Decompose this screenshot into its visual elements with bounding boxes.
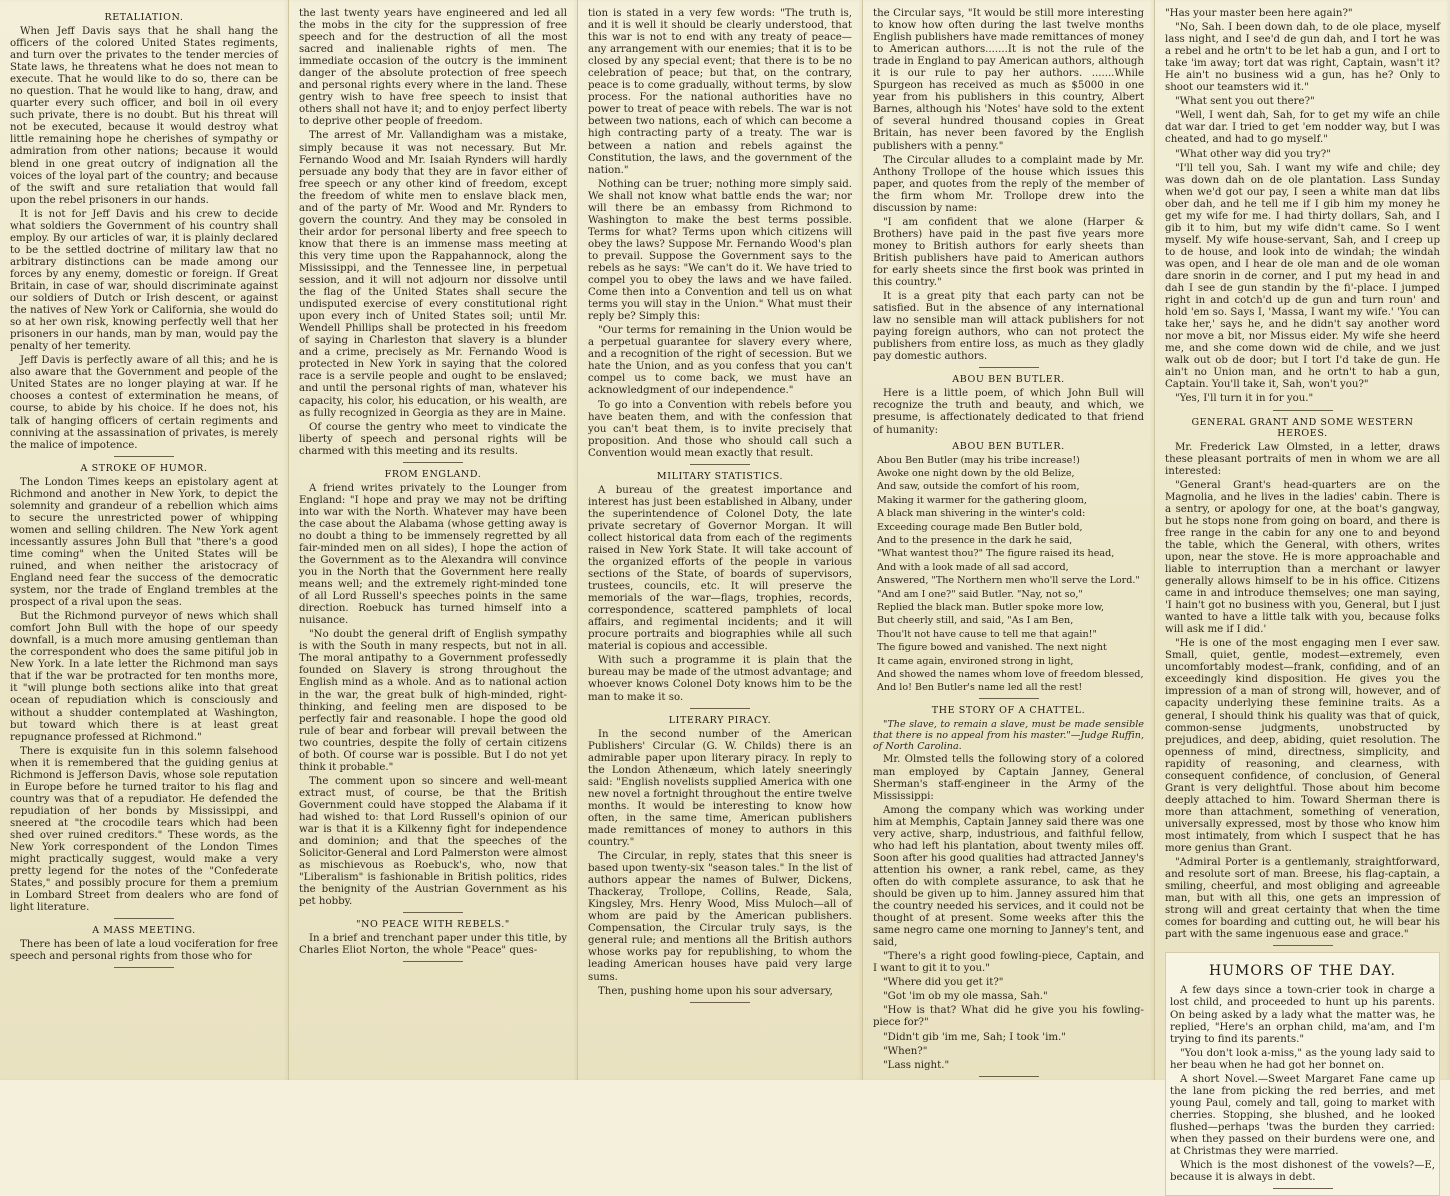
column-rule [403, 961, 463, 962]
article-paragraph: "Our terms for remaining in the Union would be a perpetual guarantee for slavery every where, and a recognition of the right of secession. But we hate the Union, and as you confess that you can't compel us to come back, we must have an acknowledgment of our independence." [588, 325, 852, 397]
column-rule [114, 456, 174, 457]
article-paragraph: Among the company which was working under him at Memphis, Captain Janney said there was one very active, sharp, industrious, and faithful fellow, who had left his plantation, about twenty miles off. Soon after his good qualities had attracted Janney's attention his owner, a rank rebel, came, as they often do with complete assurance, to ask that he should be given up to him. Janney assured him that the country needed his services, and it could not be thought of at present. Some weeks after this the same negro came one morning to Janney's tent, and said, [873, 804, 1144, 949]
article-paragraph: "Got 'im ob my ole massa, Sah." [883, 991, 1048, 1003]
article-paragraph: "No doubt the general drift of English sympathy is with the South in many respects, but not in all. The moral antipathy to a Government professedly founded on Slavery is strong throughout the English mind as a whole. And as to national action in the war, the great bulk of high-minded, right-thinking, and feeling men are disposed to be perfectly fair and reasonable. I hope the good old rule of bear and forbear will prevail between the two countries, despite the folly of certain citizens of both. Of course war is possible. But I do not yet think it probable." [299, 629, 567, 773]
article-paragraph: When Jeff Davis says that he shall hang the officers of the colored United States regiments, and turn over the privates to the tender mercies of State laws, he threatens what he does not mean to execute. That he would like to do so, there can be no question. That he would like to hang, draw, and quarter every such officer, and boil in oil every such private, there is no doubt. But his threat will not be executed, because it would destroy what little remaining hope he cherishes of sympathy or admiration from other nations; because it would blend in one great outcry of indignation all the voices of the loyal part of the country; and because of the swift and sure retaliation that would fall upon the rebel prisoners in our hands. [10, 26, 278, 206]
article-paragraph: In a brief and trenchant paper under this title, by Charles Eliot Norton, the whole "Peace" ques- [299, 933, 567, 957]
poem-line: Answered, "The Northern men who'll serve the Lord." [877, 575, 1140, 587]
column-rule [114, 967, 174, 968]
column-4 [863, 0, 1155, 1080]
article-paragraph: There is exquisite fun in this solemn falsehood when it is remembered that the guiding genius at Richmond is Jefferson Davis, whose sole reputation in Europe before he turned traitor to his flag and country was that of a repudiator. He defended the repudiation of her bonds by Mississippi, and sneered at "the crocodile tears which had been shed over ruined creditors." These words, as the New York correspondent of the London Times might practically suggest, would make a very pretty legend for the notes of the "Confederate States," and possibly procure for them a premium in Lombard Street from dealers who are fond of light literature. [10, 745, 278, 914]
column-rule [979, 698, 1039, 699]
column-rule [114, 918, 174, 919]
poem-line: And showed the names whom love of freedom blessed, [877, 669, 1144, 681]
article-headline: A STROKE OF HUMOR. [80, 462, 208, 474]
article-paragraph: The London Times keeps an epistolary agent at Richmond and another in New York, to depict the solemnity and grandeur of a rebellion which aims to secure the unrestricted power of whipping women and selling children. The New York agent incessantly assures John Bull that "there's a good time coming" when the United States will be ruined, and when neither the aristocracy of England need fear the success of the democratic system, nor the trade of England trembles at the prospect of a rival upon the seas. [10, 476, 278, 609]
poem-line: A black man shivering in the winter's cold: [877, 508, 1086, 520]
article-paragraph: "What other way did you try?" [1175, 148, 1331, 160]
article-headline: FROM ENGLAND. [384, 468, 482, 480]
article-headline: "NO PEACE WITH REBELS." [356, 919, 510, 931]
column-rule [690, 1002, 750, 1003]
poem-line: "What wantest thou?" The figure raised its head, [877, 548, 1115, 560]
poem-line: Making it warmer for the gathering gloom, [877, 494, 1087, 506]
article-paragraph: With such a programme it is plain that the bureau may be made of the utmost advantage; and whoever knows Colonel Doty knows him to be the man to make it so. [588, 655, 852, 703]
article-paragraph: "Lass night." [883, 1059, 950, 1071]
article-paragraph: In the second number of the American Publishers' Circular (G. W. Childs) there is an admirable paper upon literary piracy. In reply to the London Athenæum, which lately sneeringly said: "English novelists supplied America with one new novel a fortnight throughout the entire twelve months. It would be interesting to know how often, in the same time, American publishers made remittances of money to authors in this country." [588, 728, 852, 848]
article-paragraph: "When?" [883, 1045, 928, 1057]
article-headline: RETALIATION. [104, 12, 184, 23]
article-paragraph: "Well, I went dah, Sah, for to get my wife an chile dat war dar. I tried to get 'em nodder way, but I was cheated, and had to go myself." [1165, 110, 1440, 146]
article-paragraph: A friend writes privately to the Lounger from England: "I hope and pray we may not be drifting into war with the North. Whatever may have been the case about the Alabama (whose getting away is no doubt a thing to be immensely regretted by all fair-minded men on all sides), I hope the action of the Government as to the Alexandra will convince you in the North that the Government here really means well; and the extremely right-minded tone of all Lord Russell's speeches points in the same direction. Roebuck has turned himself into a nuisance. [299, 482, 567, 627]
article-headline: MILITARY STATISTICS. [656, 470, 784, 482]
article-paragraph: But the Richmond purveyor of news which shall comfort John Bull with the hope of our speedy downfall, is a much more amusing gentleman than the correspondent who does the same pitiful job in New York. In a late letter the Richmond man says that if the war be protracted for ten months more, it "will plunge both sections alike into that great ocean of repudiation which is consciously and without a shudder contemplated at Washington, but toward which there is at least great repugnance professed at Richmond." [10, 611, 278, 743]
article-paragraph: Then, pushing home upon his sour adversary, [598, 985, 833, 997]
article-paragraph: "Admiral Porter is a gentlemanly, straightforward, and resolute sort of man. Breese, his flag-captain, a smiling, cheerful, and most obliging and agreeable man, but with all this, one gets an impression of strong will and great certainty that when the time comes for boarding and cutting out, he will bear his part with the same ingenuous ease and grace." [1165, 857, 1440, 941]
article-paragraph: "What sent you out there?" [1175, 96, 1315, 108]
article-paragraph: It is a great pity that each party can not be satisfied. But in the absence of any international law no sensible man will attack publishers for not paying foreign authors, who can not protect the publishers from entire loss, as much as they gladly pay domestic authors. [873, 291, 1144, 363]
poem-line: Abou Ben Butler (may his tribe increase!) [877, 454, 1080, 466]
article [10, 12, 278, 457]
article-paragraph: The comment upon so sincere and well-meant extract must, of course, be that the British Government could have stopped the Alabama if it had wished to: that Lord Russell's opinion of our war is that it is a Kilkenny fight for independence and dominion; and that the speeches of the Solicitor-General and Lord Palmerston were almost as mischievous as Roebuck's, who, now that "Liberalism" is fashionable in British politics, rides the benignity of the Austrian Government as his pet hobby. [299, 775, 567, 908]
column-3 [578, 0, 863, 1080]
article-paragraph: Here is a little poem, of which John Bull will recognize the truth and beauty, and which, we presume, is affectionately dedicated to that friend of humanity: [873, 388, 1144, 436]
article-paragraph: Mr. Frederick Law Olmsted, in a letter, draws these pleasant portraits of men in whom we are all interested: [1165, 441, 1440, 477]
article-paragraph: A short Novel.—Sweet Margaret Fane came up the lane from picking the red berries, and met young Paul, comely and tall, going to market with cherries. Stopping, she blushed, and he looked flushed—perhaps 'twas the burden they carried: when they passed on their burdens were one, and at Christmas they were married. [1170, 1073, 1435, 1158]
poem-line: And lo! Ben Butler's name led all the rest! [877, 682, 1083, 694]
article-headline: GENERAL GRANT AND SOME WESTERN HEROES. [1191, 416, 1414, 439]
article [10, 463, 278, 920]
article-paragraph: "How is that? What did he give you his fowling-piece for?" [873, 1005, 1144, 1029]
article [299, 8, 567, 463]
article-paragraph: the Circular says, "It would be still more interesting to know how often during the last twelve months English publishers have made remittances of money to American authors.......It is not the rule of the trade in England to pay American authors, although it is our rule to pay her authors. .......While Spurgeon has received as much as $5000 in one year from his publishers in this country, Albert Barnes, although his 'Notes' have sold to the extent of several hundred thousand copies in Great Britain, has never been favored by the English publishers with a penny." [873, 8, 1144, 152]
article-paragraph: "No, Sah. I been down dah, to de ole place, myself lass night, and I see'd de gun dah, and I tort he was a rebel and he ortn't to be let hab a gun, and I ort to take 'im away; tort dat was right, Captain, wasn't it? He ain't no business wid a gun, has he? Only to shoot our teamsters wid it." [1165, 22, 1440, 94]
article-headline: THE STORY OF A CHATTEL. [931, 704, 1086, 716]
article-paragraph: "There's a right good fowling-piece, Captain, and I want to git it to you." [873, 951, 1144, 975]
article-paragraph: "Didn't gib 'im me, Sah; I took 'im." [883, 1031, 1066, 1043]
article-paragraph: "General Grant's head-quarters are on the Magnolia, and he lives in the ladies' cabin. There is a sentry, or apology for one, at the boat's gangway, but he stops none from going on board, and there is free range in the cabin for any one to and beyond the table, which the General, with others, writes upon, near the stove. He is more approachable and liable to interruption than a merchant or lawyer generally allows himself to be in his office. Citizens came in and introduce themselves; one man saying, 'I hain't got no business with you, General, but I just wanted to have a little talk with you, because folks will ask me if I did.' [1165, 479, 1440, 636]
article-paragraph: The Circular alludes to a complaint made by Mr. Anthony Trollope of the house which issues this paper, and quotes from the reply of the member of the firm whom Mr. Trollope drew into the discussion by name: [873, 154, 1144, 214]
article-paragraph: Which is the most dishonest of the vowels?—E, because it is always in debt. [1170, 1160, 1435, 1184]
article-paragraph: Of course the gentry who meet to vindicate the liberty of speech and personal rights will be charmed with this meeting and its results. [299, 421, 567, 457]
article-paragraph: Mr. Olmsted tells the following story of a colored man employed by Captain Janney, General Sherman's staff-engineer in the Army of the Mississippi: [873, 754, 1144, 802]
article-paragraph: "He is one of the most engaging men I ever saw. Small, quiet, gentle, modest—extremely, even uncomfortably modest—frank, confiding, and of an exceedingly kind disposition. He gives you the impression of a man of strong will, however, and of capacity underlying these feminine traits. As a general, I should think his quality was that of quick, common-sense judgments, unobstructed by prejudices, and deep, abiding, quiet resolution. The openness of mind, directness, simplicity, and rapidity of reasoning, and clearness, with consequent confidence, of conclusion, of General Grant is very delightful. Those about him become deeply attached to him. Toward Sherman there is more than attachment, something of veneration, universally expressed, most by those who know him most intimately, from which I suspect that he has more genius than Grant. [1165, 638, 1440, 855]
article-paragraph: "I'll tell you, Sah. I want my wife and chile; dey was down dah on de ole plantation. Lass Sunday when we'd got our pay, I seen a white man dat libs ober dah, and he tell me if I gib him my money he get my wife for me. I had thirty dollars, Sah, and I gib it to him, but my wife didn't came. So I went myself. My wife house-servant, Sah, and I creep up to de house, and look into de windah; the windah was open, and I hear de ole man and de ole woman dare snorin in de corner, and I put my head in and dah I see de gun standin by the fi'-place. I jumped right in and cotch'd up de gun and turn roun' and hold 'em so. Says I, 'Massa, I want my wife.' 'You can take her,' says he, and he didn't say another word nor move a bit, nor Missus eider. My wife she heerd me, and she come down wid de chile, and we just walk out ob de door; but I tort I'd take de gun. He ain't no Union man, and he ortn't to hab a gun, Captain. You'll take it, Sah, won't you?" [1165, 162, 1440, 391]
article [1165, 952, 1440, 1196]
article-paragraph: Nothing can be truer; nothing more simply said. We shall not know what battle ends the war; nor will there be an embassy from Richmond to Washington to make the best terms possible. Terms for what? Terms upon which citizens will obey the laws? Suppose Mr. Fernando Wood's plan to prevail. Suppose the Government says to the rebels as he says: "We can't do it. We have tried to compel you to obey the laws and we have failed. Come then into a Convention and tell us on what terms you will stay in the Union." What must their reply be? Simply this: [588, 178, 852, 323]
column-rule [690, 464, 750, 465]
column-rule [1273, 945, 1333, 946]
column-rule [979, 367, 1039, 368]
column-rule [403, 462, 463, 463]
article-paragraph: "You don't look a-miss," as the young lady said to her beau when he had got her bonnet on. [1170, 1047, 1435, 1071]
article-paragraph: There has been of late a loud vociferation for free speech and personal rights from those who for [10, 939, 278, 963]
article-paragraph: The Circular, in reply, states that this sneer is based upon twenty-six "season tales." In the list of authors appear the names of Bulwer, Dickens, Thackeray, Trollope, Collins, Reade, Sala, Kingsley, Mrs. Henry Wood, Miss Muloch—all of whom are paid by the American publishers. Compensation, the Circular truly says, is the general rule; and mentions all the British authors whose works pay for republishing, to whom the leading American houses have paid very large sums. [588, 851, 852, 983]
poem [873, 455, 1144, 694]
poem-line: It came again, environed strong in light, [877, 655, 1074, 667]
article-paragraph: The arrest of Mr. Vallandigham was a mistake, simply because it was not necessary. But Mr. Fernando Wood and Mr. Isaiah Rynders will hardly persuade any body that they are in favor either of free speech or any other kind of freedom, except the freedom of white men to enslave black men, and of the party of Mr. Wood and Mr. Rynders to govern the country. And they may be consoled in their ardor for personal liberty and free speech to know that there is an immense mass meeting at this very time upon the Rappahannock, along the Mississippi, and the Tennessee line, in perpetual session, and it will not adjourn nor dissolve until the flag of the United States shall secure the undisputed exercise of every constitutional right upon every inch of United States soil; until Mr. Wendell Phillips shall be protected in his freedom of saying in Charleston that slavery is a blunder and a crime, precisely as Mr. Fernando Wood is protected in New York in saying that the colored race is a servile people and ought to be enslaved; and until the personal rights of man, whatever his capacity, his color, his education, or his wealth, are as fully recognized in Georgia as they are in Maine. [299, 130, 567, 419]
poem-line: Awoke one night down by the old Belize, [877, 467, 1075, 479]
article [299, 919, 567, 962]
poem-line: And saw, outside the comfort of his room, [877, 481, 1080, 493]
column-rule [690, 708, 750, 709]
column-rule [1273, 1188, 1333, 1189]
poem-line: The figure bowed and vanished. The next night [877, 642, 1107, 654]
article-paragraph: A few days since a town-crier took in charge a lost child, and proceeded to hunt up his parents. On being asked by a lady what the matter was, he replied, "Here's an orphan child, ma'am, and I'm trying to find its parents." [1170, 985, 1435, 1045]
column-rule [1273, 410, 1333, 411]
article [1165, 8, 1440, 411]
article [1165, 417, 1440, 947]
column-rule [403, 912, 463, 913]
article-paragraph: "Has your master been here again?" [1165, 8, 1353, 19]
poem-line: Exceeding courage made Ben Butler bold, [877, 521, 1083, 533]
article-epigraph: "The slave, to remain a slave, must be made sensible that there is no appeal from his master."—Judge Ruffin, of North Carolina. [873, 718, 1144, 753]
poem-line: And with a look made of all sad accord, [877, 561, 1069, 573]
article [588, 715, 852, 1003]
article-headline: A MASS MEETING. [92, 925, 196, 937]
poem-line: Thou'lt not have cause to tell me that again!" [877, 628, 1097, 640]
article-paragraph: To go into a Convention with rebels before you have beaten them, and with the confession that you can't beat them, is to invite precisely that proposition. And those who should call such a Convention would mean exactly that result. [588, 399, 852, 459]
poem-line: Replied the black man. Butler spoke more low, [877, 602, 1105, 614]
article [588, 471, 852, 709]
column-1 [0, 0, 289, 1080]
column-rule [979, 1076, 1039, 1077]
article-paragraph: Jeff Davis is perfectly aware of all this; and he is also aware that the Government and people of the United States are no longer playing at war. If he chooses a contest of extermination he means, of course, to abide by his choice. If he does not, his talk of hanging officers of certain regiments and conniving at the assassination of privates, is merely the malice of impotence. [10, 355, 278, 451]
article-paragraph: "Yes, I'll turn it in for you." [1175, 393, 1314, 405]
article [299, 469, 567, 914]
article-paragraph: "I am confident that we alone (Harper & Brothers) have paid in the past five years more money to British authors for early sheets than British publishers have paid to American authors for early sheets since the first book was printed in this country." [873, 216, 1144, 289]
article-headline: HUMORS OF THE DAY. [1209, 963, 1396, 980]
article-paragraph: tion is stated in a very few words: "The truth is, and it is well it should be clearly understood, that this war is not to end with any treaty of peace—any arrangement with our enemies; that it is to be closed by any special event; that there is to be no celebration of peace; but that, on the contrary, peace is to come gradually, without terms, by slow process. For the national authorities have no power to treat of peace with rebels. The war is not between two nations, each of which can become a high contracting party of a treaty. The war is between a nation and rebels against the Constitution, the laws, and the government of the nation." [588, 8, 852, 176]
article-paragraph: It is not for Jeff Davis and his crew to decide what soldiers the Government of his country shall employ. By our articles of war, it is plainly declared to be the settled doctrine of military law that no arbitrary distinctions can be made among our forces by any enemy, domestic or foreign. If Great Britain, in case of war, should discriminate against our soldiers of Dutch or Irish descent, or against the natives of New York or California, she would do so at her own risk, knowing perfectly well that her prisoners in our hands, man by man, would pay the penalty of her temerity. [10, 208, 278, 353]
column-2 [289, 0, 578, 1080]
poem-line: And to the presence in the dark he said, [877, 534, 1073, 546]
article-headline: ABOU BEN BUTLER. [952, 374, 1065, 386]
article [588, 8, 852, 465]
article [873, 705, 1144, 1077]
poem-line: "And am I one?" said Butler. "Nay, not so," [877, 588, 1083, 600]
poem-line: But cheerly still, and said, "As I am Ben, [877, 615, 1074, 627]
poem-title: ABOU BEN BUTLER. [952, 440, 1065, 452]
article [10, 925, 278, 968]
article-paragraph: "Where did you get it?" [883, 977, 1004, 989]
article [873, 8, 1144, 368]
article-paragraph: A bureau of the greatest importance and interest has just been established in Albany, under the superintendence of Colonel Doty, the late private secretary of Governor Morgan. It will collect historical data from each of the regiments raised in New York State. It will take account of the organized efforts of the people in various sections of the State, of boards of supervisors, trustees, councils, etc. It will preserve the memorials of the war—flags, trophies, records, correspondence, scattered pamphlets of local affairs, and regimental incidents; and it will procure portraits and biographies while all such material is copious and accessible. [588, 484, 852, 653]
article-paragraph: the last twenty years have engineered and led all the mobs in the city for the suppression of free speech and for the destruction of all the most sacred and inalienable rights of men. The immediate occasion of the outcry is the imminent danger of the absolute protection of free speech and personal rights every where in the land. These gentry wish to have free speech to insist that others shall not have it; and to enjoy perfect liberty to deprive other people of freedom. [299, 8, 567, 128]
article-headline: LITERARY PIRACY. [668, 714, 772, 726]
article [873, 374, 1144, 699]
column-5 [1155, 0, 1450, 1184]
